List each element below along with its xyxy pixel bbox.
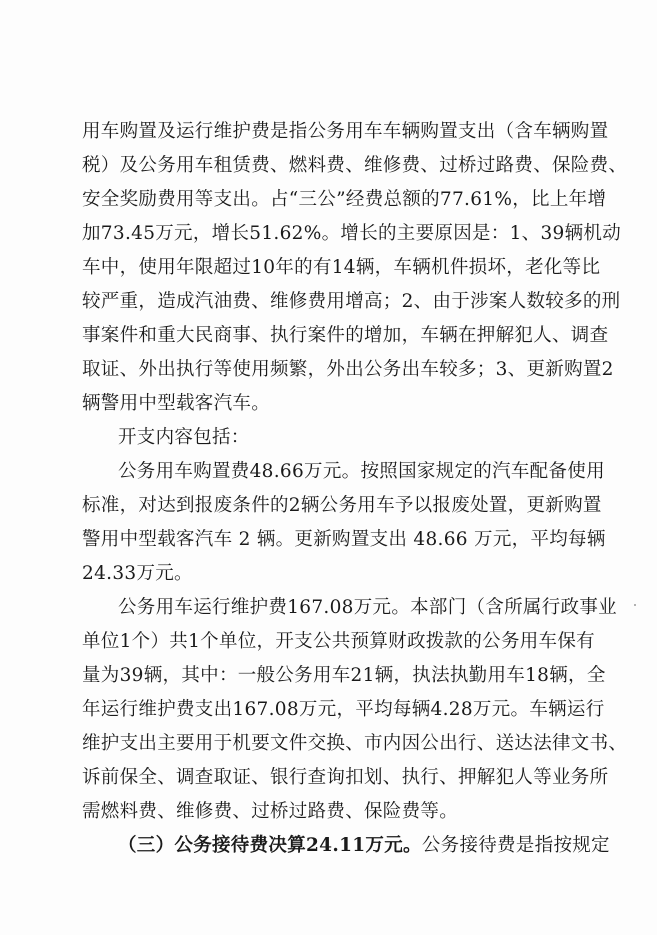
text-line: 事案件和重大民商事、执行案件的增加，车辆在押解犯人、调查 [82, 325, 609, 346]
text-line: 24.33万元。 [82, 563, 193, 584]
text-line: 车中，使用年限超过10年的有14辆，车辆机件损坏，老化等比 [82, 257, 601, 278]
text-line: 量为39辆，其中：一般公务用车21辆，执法执勤用车18辆，全 [82, 665, 606, 686]
scan-speck [634, 604, 636, 606]
text-line: 维护支出主要用于机要文件交换、市内因公出行、送达法律文书、 [82, 733, 628, 754]
text-line: 税）及公务用车租赁费、燃料费、维修费、过桥过路费、保险费、 [82, 155, 628, 176]
section-heading: （三）公务接待费决算24.11万元。 [118, 835, 422, 856]
text-line: 用车购置及运行维护费是指公务用车车辆购置支出（含车辆购置 [82, 121, 609, 142]
text-line: 较严重，造成汽油费、维修费用增高；2、由于涉案人数较多的刑 [82, 291, 621, 312]
text-line: 公务用车运行维护费167.08万元。本部门（含所属行政事业 [118, 597, 617, 618]
text-line: 诉前保全、调查取证、银行查询扣划、执行、押解犯人等业务所 [82, 767, 609, 788]
text-line: 警用中型载客汽车 2 辆。更新购置支出 48.66 万元，平均每辆 [82, 529, 606, 550]
text-line: 公务用车购置费48.66万元。按照国家规定的汽车配备使用 [118, 461, 605, 482]
text-line: 取证、外出执行等使用频繁，外出公务出车较多；3、更新购置2 [82, 359, 614, 380]
text-line: 辆警用中型载客汽车。 [82, 393, 271, 414]
text-line: 单位1个）共1个单位，开支公共预算财政拨款的公务用车保有 [82, 631, 595, 652]
section-heading-line [118, 834, 610, 858]
text-line: 需燃料费、维修费、过桥过路费、保险费等。 [82, 801, 459, 822]
text-line: 年运行维护费支出167.08万元，平均每辆4.28万元。车辆运行 [82, 699, 605, 720]
text-line: 加73.45万元，增长51.62%。增长的主要原因是：1、39辆机动 [82, 223, 622, 244]
text-line: 标准，对达到报废条件的2辆公务用车予以报废处置，更新购置 [82, 495, 602, 516]
text-line: 开支内容包括： [118, 427, 250, 448]
text-line: 安全奖励费用等支出。占“三公”经费总额的77.61%，比上年增 [82, 189, 607, 210]
section-heading-continuation: 公务接待费是指按规定 [421, 835, 610, 856]
